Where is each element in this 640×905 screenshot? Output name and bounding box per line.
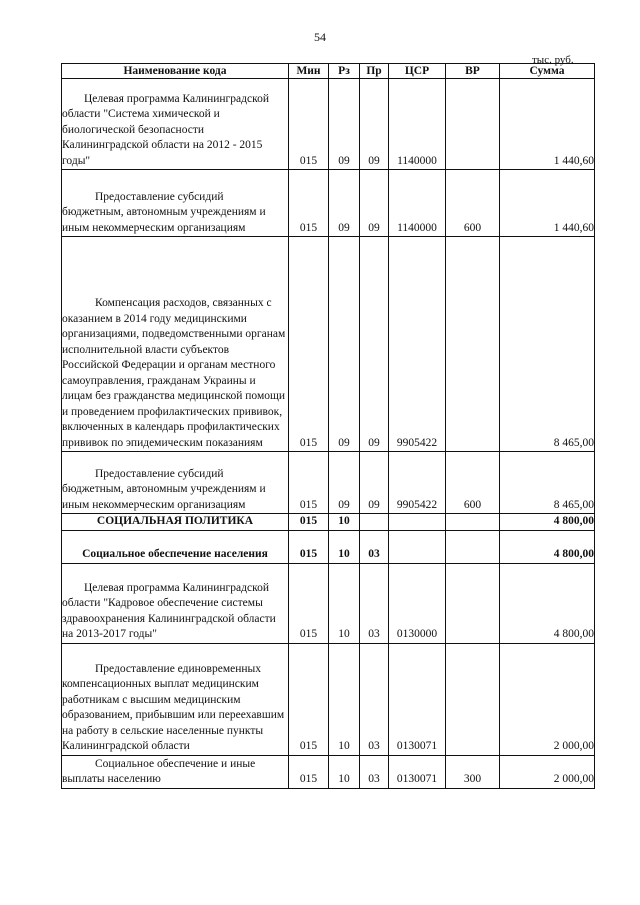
row-name-cell bbox=[62, 514, 289, 531]
row-csr bbox=[389, 514, 446, 531]
header-name: Наименование кода bbox=[62, 64, 289, 79]
row-sum: 4 800,00 bbox=[500, 514, 595, 531]
row-sum: 2 000,00 bbox=[500, 755, 595, 788]
row-csr bbox=[389, 530, 446, 563]
row-name: Целевая программа Калининградской области "Система химической и биологической безопасности Калининградской области на 2012 - 2015 годы" bbox=[62, 92, 269, 167]
row-csr: 9905422 bbox=[389, 452, 446, 514]
row-csr: 0130000 bbox=[389, 563, 446, 643]
row-sum: 8 465,00 bbox=[500, 237, 595, 452]
header-csr: ЦСР bbox=[389, 64, 446, 79]
row-vr bbox=[446, 79, 500, 170]
row-pr: 09 bbox=[360, 170, 389, 237]
row-name-cell bbox=[62, 237, 289, 452]
row-sum: 1 440,60 bbox=[500, 170, 595, 237]
row-name: Предоставление единовременных компенсационных выплат медицинским работникам с высшим медицинским образованием, прибывшим или переехавшим на работу в сельские населенные пункты Калининградской области bbox=[62, 662, 285, 752]
row-csr: 9905422 bbox=[389, 237, 446, 452]
row-min: 015 bbox=[289, 237, 329, 452]
row-name: Социальное обеспечение и иные выплаты населению bbox=[62, 757, 256, 785]
row-csr: 0130071 bbox=[389, 643, 446, 755]
row-name: СОЦИАЛЬНАЯ ПОЛИТИКА bbox=[96, 515, 254, 527]
table-row bbox=[62, 79, 595, 170]
row-vr bbox=[446, 643, 500, 755]
budget-table bbox=[61, 63, 595, 789]
table-row bbox=[62, 237, 595, 452]
units-label: тыс. руб. bbox=[532, 54, 574, 66]
row-name-cell bbox=[62, 452, 289, 514]
row-rz: 09 bbox=[329, 170, 360, 237]
row-name: Предоставление субсидий бюджетным, автономным учреждениям и иным некоммерческим организациям bbox=[62, 467, 266, 511]
row-pr: 09 bbox=[360, 79, 389, 170]
row-min: 015 bbox=[289, 530, 329, 563]
header-sum: Сумма bbox=[500, 64, 595, 79]
row-rz: 09 bbox=[329, 452, 360, 514]
table-row bbox=[62, 170, 595, 237]
row-vr bbox=[446, 530, 500, 563]
row-rz: 09 bbox=[329, 237, 360, 452]
table-row bbox=[62, 643, 595, 755]
row-vr: 600 bbox=[446, 170, 500, 237]
row-sum: 4 800,00 bbox=[500, 530, 595, 563]
row-rz: 10 bbox=[329, 563, 360, 643]
row-pr: 03 bbox=[360, 643, 389, 755]
header-pr: Пр bbox=[360, 64, 389, 79]
header-min: Мин bbox=[289, 64, 329, 79]
row-pr: 09 bbox=[360, 237, 389, 452]
header-vr: ВР bbox=[446, 64, 500, 79]
row-rz: 10 bbox=[329, 643, 360, 755]
page-number: 54 bbox=[314, 30, 326, 44]
row-min: 015 bbox=[289, 563, 329, 643]
row-csr: 1140000 bbox=[389, 170, 446, 237]
row-csr: 0130071 bbox=[389, 755, 446, 788]
row-min: 015 bbox=[289, 643, 329, 755]
row-rz: 09 bbox=[329, 79, 360, 170]
row-pr bbox=[360, 514, 389, 531]
row-name: Целевая программа Калининградской области "Кадровое обеспечение системы здравоохранения Калининградской области на 2013-2017 годы" bbox=[62, 581, 276, 640]
row-min: 015 bbox=[289, 452, 329, 514]
row-pr: 03 bbox=[360, 530, 389, 563]
row-rz: 10 bbox=[329, 530, 360, 563]
row-vr bbox=[446, 237, 500, 452]
row-pr: 03 bbox=[360, 755, 389, 788]
row-name-cell bbox=[62, 755, 289, 788]
row-name: Компенсация расходов, связанных с оказанием в 2014 году медицинскими организациями, подведомственными органам исполнительной власти субъектов Российской Федерации и органам местного самоуправления, гражданам Украины и лицам без гражданства медицинской помощи и проведением профилактических прививок, включенных в календарь профилактических прививок по эпидемическим показаниям bbox=[62, 297, 286, 449]
row-sum: 1 440,60 bbox=[500, 79, 595, 170]
row-min: 015 bbox=[289, 79, 329, 170]
header-rz: Рз bbox=[329, 64, 360, 79]
table-row bbox=[62, 530, 595, 563]
row-name-cell bbox=[62, 170, 289, 237]
row-pr: 03 bbox=[360, 563, 389, 643]
row-name: Социальное обеспечение населения bbox=[82, 548, 268, 560]
row-sum: 4 800,00 bbox=[500, 563, 595, 643]
row-sum: 2 000,00 bbox=[500, 643, 595, 755]
row-pr: 09 bbox=[360, 452, 389, 514]
row-min: 015 bbox=[289, 170, 329, 237]
row-name-cell bbox=[62, 530, 289, 563]
table-row bbox=[62, 755, 595, 788]
row-min: 015 bbox=[289, 514, 329, 531]
row-csr: 1140000 bbox=[389, 79, 446, 170]
row-vr: 600 bbox=[446, 452, 500, 514]
row-name-cell bbox=[62, 79, 289, 170]
row-vr bbox=[446, 563, 500, 643]
table-row bbox=[62, 563, 595, 643]
row-name-cell bbox=[62, 563, 289, 643]
row-rz: 10 bbox=[329, 514, 360, 531]
row-name-cell bbox=[62, 643, 289, 755]
row-vr: 300 bbox=[446, 755, 500, 788]
table-row bbox=[62, 452, 595, 514]
row-vr bbox=[446, 514, 500, 531]
row-sum: 8 465,00 bbox=[500, 452, 595, 514]
row-rz: 10 bbox=[329, 755, 360, 788]
row-name: Предоставление субсидий бюджетным, автономным учреждениям и иным некоммерческим организациям bbox=[62, 190, 266, 234]
table-header-row bbox=[62, 64, 595, 79]
table-row bbox=[62, 514, 595, 531]
row-min: 015 bbox=[289, 755, 329, 788]
